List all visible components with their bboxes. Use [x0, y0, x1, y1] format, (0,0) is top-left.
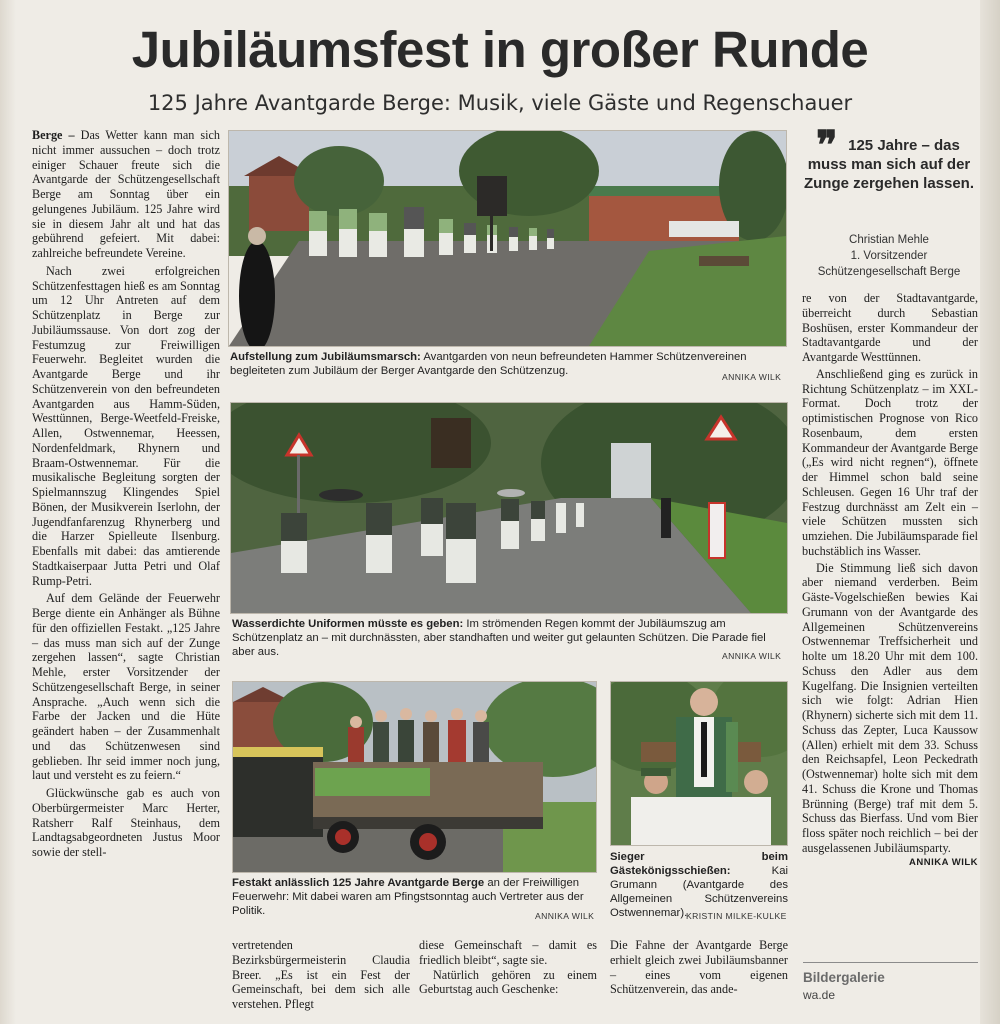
column-3-paragraph-1: diese Gemeinschaft – damit es friedlich bleibt“, sagte sie.	[419, 938, 597, 967]
column-3-paragraph-2: Natürlich gehören zu einem Geburtstag auch Geschenke:	[419, 967, 597, 997]
dateline: Berge –	[32, 128, 75, 142]
quote-author-role-2: Schützengesellschaft Berge	[817, 266, 961, 278]
paragraph-1	[32, 128, 220, 261]
article-author: ANNIKA WILK	[909, 856, 978, 868]
photo-2-caption-title: Wasserdichte Uniformen müsste es geben:	[232, 618, 464, 630]
photo-3-credit: ANNIKA WILK	[535, 911, 595, 921]
pull-quote	[800, 136, 978, 193]
article-column-4	[610, 938, 788, 997]
photo-2-caption	[232, 617, 786, 659]
paragraph-3: Auf dem Gelände der Feuerwehr Berge diente ein Anhänger als Bühne für den offiziellen Festakt. „125 Jahre – das muss man sich auf der Zunge zergehen lassen“, sagte Christian Mehle, erster Vorsitzender der Schützengesellschaft Berge, in seiner Ansprache. „Auch wenn sich die Farbe der Jacken und die Hüte geändert haben – der Zusammenhalt und das Schützenwesen sind geblieben. Ihr seid immer noch jung, laut und versteht es zu feiern.“	[32, 591, 220, 783]
photo-2-caption-text: Im strömenden Regen kommt der Jubiläumszug am Schützenplatz an – mit durchnässten, aber standhaften und weiter gut gelaunten Schützen. Die Parade fiel aber aus.	[232, 618, 766, 658]
column-5-paragraph-2: Anschließend ging es zurück in Richtung Schützenplatz – im XXL-Format. Doch trotz der optimistischen Prognose von Rico Rosenbaum, dem ersten Kommandeur der Avantgarde Berge („Es wird nicht regnen“), öffnete der Himmel schon bald seine Schleusen. Gegen 16 Uhr traf der Festzug durchnässt am Zelt ein – viele Schützen mussten sich umziehen. Die Jubiläumsparade fiel buchstäblich ins Wasser.	[802, 366, 978, 558]
photo-festakt-trailer	[232, 681, 597, 873]
photo-4-caption-title: Sieger beim Gästekönigsschießen:	[610, 851, 788, 877]
photo-guest-king-image	[611, 682, 787, 845]
photo-1-caption-text: Avantgarden von neun befreundeten Hammer Schützenvereinen begleiteten zum Jubiläum der Berger Avantgarde den Schützenzug.	[230, 351, 747, 377]
quote-mark-icon: ❞	[816, 122, 838, 169]
photo-1-caption	[230, 350, 784, 378]
photo-festakt-trailer-image	[233, 682, 596, 872]
paragraph-1-text: Das Wetter kann man sich nicht immer aussuchen – doch trotz einiger Schauer freute sich die Avantgarde der Schützengesellschaft Berge am Sonntag über ein gelungenes Jubiläum. 125 Jahre wird sie in diesem Jahr alt und hat das gebührend gefeiert. Mit dabei: zahlreiche befreundete Vereine.	[32, 128, 221, 260]
quote-author-name: Christian Mehle	[849, 234, 929, 246]
headline: Jubiläumsfest in großer Runde	[131, 21, 869, 78]
paragraph-4: Glückwünsche gab es auch von Oberbürgermeister Marc Herter, Ratsherr Ralf Steinhaus, dem Landtagsabgeordneten Justus Moor sowie der stell-	[32, 786, 220, 859]
photo-parade-formation	[228, 130, 787, 347]
adjacent-page-edge	[980, 0, 1000, 1024]
photo-rain-parade	[230, 402, 788, 614]
gallery-divider	[803, 962, 978, 963]
pull-quote-text: 125 Jahre – das muss man sich auf der Zunge zergehen lassen.	[803, 137, 975, 192]
photo-3-caption-text: an der Freiwilligen Feuerwehr: Mit dabei waren am Pfingstsonntag auch Vertreter aus der Politik.	[232, 877, 584, 917]
gallery-title: Bildergalerie	[803, 970, 885, 985]
column-4-text: Die Fahne der Avantgarde Berge erhielt gleich zwei Jubiläumsbanner – eines vom eigenen Schützenverein, das ande-	[610, 938, 788, 997]
paragraph-2: Nach zwei erfolgreichen Schützenfesttagen hieß es am Sonntag um 12 Uhr Antreten auf dem Schützenplatz in Berge zur Jubiläumssause. Von dort zog der Festumzug zur Freiwilligen Feuerwehr. Begleitet wurden die Avantgarde Berge und ihr Schützenverein von den befreundeten Avantgarden aus Hamm-Süden, Westtünnen, Berge-Weetfeld-Freiske, Allen, Ostwennemar, Heessen, Nordenfeldmark, Rhynern und Braam-Ostwennemar. Für die musikalische Begleitung sorgten der Spielmannszug Klingendes Spiel Bönen, der Musikverein Iserlohn, der Jugendfanfarenzug Rhynerberg und die Harzer Spielleute Ilsenburg. Ebenfalls mit dabei: das amtierende Stadtkaiserpaar Jutta Petri und Olaf Rump-Petri.	[32, 263, 220, 588]
photo-1-credit: ANNIKA WILK	[722, 372, 782, 382]
article-column-1	[32, 128, 220, 860]
column-5-paragraph-3: Die Stimmung ließ sich davon aber niemand verderben. Beim Gäste-Vogelschießen bewies Kai Grumann von der Avantgarde des Allgemeinen Schützenvereins Ostwennemar Treffsicherheit und holte um 18.20 Uhr mit dem 100. Schuss den Adler aus dem Kugelfang. Die Insignien verteilten sich wie folgt: Adrian Hien (Rhynern) sicherte sich mit dem 11. Schuss das Zepter, Luca Kaussow (Allen) erhielt mit dem 33. Schuss den Reichsapfel, Leon Peckedrath (Ostwennemar) holte sich mit dem 41. Schuss die Krone und Thomas Brünning (Berge) traf mit dem 5. Schuss das Bierfass. Und vom Bier floss später noch reichlich – bei der ausgelassenen Jubiläumsparty.	[802, 560, 978, 855]
page-fold-shadow	[0, 0, 16, 1024]
photo-4-credit: KRISTIN MILKE-KULKE	[686, 911, 787, 921]
photo-2-credit: ANNIKA WILK	[722, 651, 782, 661]
pull-quote-author	[800, 232, 978, 280]
photo-4-caption-text: Kai Grumann (Avantgarde des Allgemeinen Schützenvereins Ostwennemar).	[610, 865, 788, 919]
photo-rain-parade-image	[231, 403, 787, 613]
article-column-5	[802, 291, 978, 870]
photo-parade-formation-image	[229, 131, 786, 346]
quote-author-role-1: 1. Vorsitzender	[850, 250, 928, 262]
column-5-paragraph-1: re von der Stadtavantgarde, überreicht durch Sebastian Boshüsen, erster Kommandeur der Stadtavantgarde und der Avantgarde Westtünnen.	[802, 291, 978, 364]
photo-1-caption-title: Aufstellung zum Jubiläumsmarsch:	[230, 351, 421, 363]
subheadline: 125 Jahre Avantgarde Berge: Musik, viele Gäste und Regenschauer	[147, 91, 853, 115]
photo-guest-king	[610, 681, 788, 846]
gallery-url: wa.de	[803, 988, 836, 1002]
photo-3-caption-title: Festakt anlässlich 125 Jahre Avantgarde Berge	[232, 877, 485, 889]
photo-4-caption	[610, 850, 788, 920]
article-column-2	[232, 938, 410, 1012]
article-column-3	[419, 938, 597, 997]
column-2-text: vertretenden Bezirksbürgermeisterin Claudia Breer. „Es ist ein Fest der Gemeinschaft, bei dem sich alle verstehen. Pflegt	[232, 938, 410, 1011]
